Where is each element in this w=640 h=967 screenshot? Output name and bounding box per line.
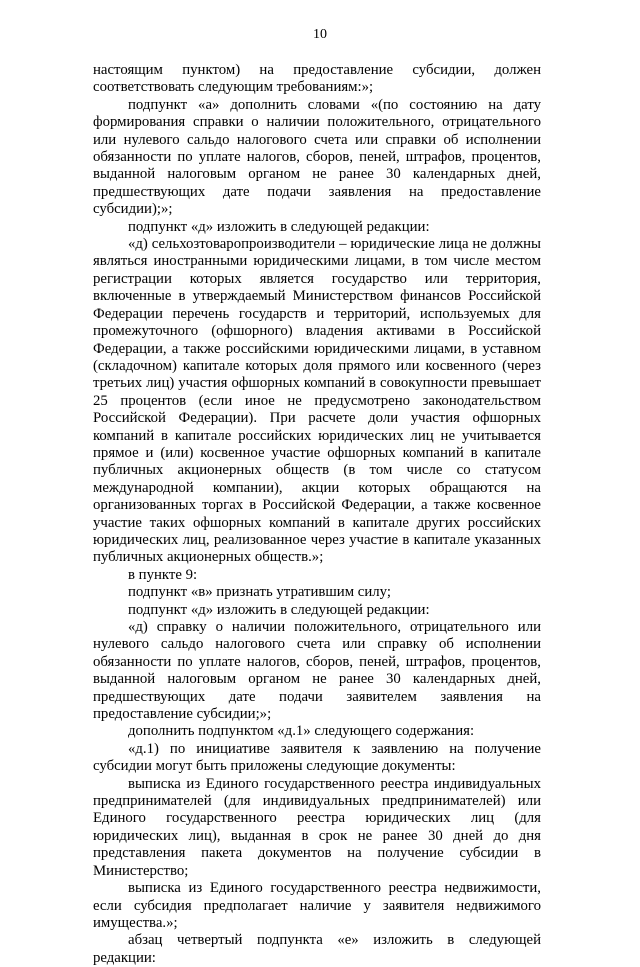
- paragraph: подпункт «д» изложить в следующей редакции:: [128, 601, 430, 618]
- paragraph: «д.1) по инициативе заявителя к заявлению на получение субсидии могут быть приложены следующие документы:: [93, 740, 541, 775]
- paragraph: подпункт «в» признать утратившим силу;: [128, 584, 391, 601]
- paragraph: подпункт «д» изложить в следующей редакции:: [128, 218, 430, 235]
- paragraph: подпункт «а» дополнить словами «(по состоянию на дату формирования справки о наличии положительного, отрицательного или нулевого сальдо налогового счета или справки об исполнении обязанности по уплате налогов, сборов, пеней, штрафов, процентов, выданной налоговым органом не ранее 30 календарных дней, предшествующих дате подачи заявления на предоставление субсидии);»;: [93, 96, 541, 218]
- paragraph: настоящим пунктом) на предоставление субсидии, должен соответствовать следующим требованиям:»;: [93, 62, 541, 96]
- paragraph: абзац четвертый подпункта «е» изложить в следующей редакции:: [93, 932, 541, 966]
- paragraph: выписка из Единого государственного реестра индивидуальных предпринимателей (для индивидуальных предпринимателей) или Единого государственного реестра юридических лиц (для юридических лиц), выданная в срок не ранее 30 дней до дня представления пакета документов на получение субсидии в Министерство;: [93, 775, 541, 879]
- document-body: [93, 62, 541, 967]
- paragraph: выписка из Единого государственного реестра недвижимости, если субсидия предполагает наличие у заявителя недвижимого имущества.»;: [93, 880, 541, 931]
- paragraph: «д) справку о наличии положительного, отрицательного или нулевого сальдо налогового счета или справку об исполнении обязанности по уплате налогов, сборов, пеней, штрафов, процентов, выданной налоговым органом не ранее 30 календарных дней, предшествующих дате подачи заявителем заявления на предоставление субсидии;»;: [93, 619, 541, 723]
- paragraph: в пункте 9:: [128, 566, 198, 583]
- paragraph: дополнить подпунктом «д.1» следующего содержания:: [128, 723, 475, 740]
- paragraph: «д) сельхозтоваропроизводители – юридические лица не должны являться иностранными юридическими лицами, в том числе местом регистрации которых является государство или территория, включенные в утверждаемый Министерством финансов Российской Федерации перечень государств и территорий, используемых для промежуточного (офшорного) владения активами в Российской Федерации, а также российскими юридическими лицами, в уставном (складочном) капитале которых доля прямого или косвенного (через третьих лиц) участия офшорных компаний в совокупности превышает 25 процентов (если иное не предусмотрено законодательством Российской Федерации). При расчете доли участия офшорных компаний в капитале российских юридических лиц не учитывается прямое и (или) косвенное участие офшорных компаний в капитале публичных акционерных обществ (в том числе со статусом международной компании), акции которых обращаются на организованных торгах в Российской Федерации, а также косвенное участие таких офшорных компаний в капитале других российских юридических лиц, реализованное через участие в капитале указанных публичных акционерных обществ.»;: [93, 236, 541, 566]
- page-number: 10: [313, 27, 327, 42]
